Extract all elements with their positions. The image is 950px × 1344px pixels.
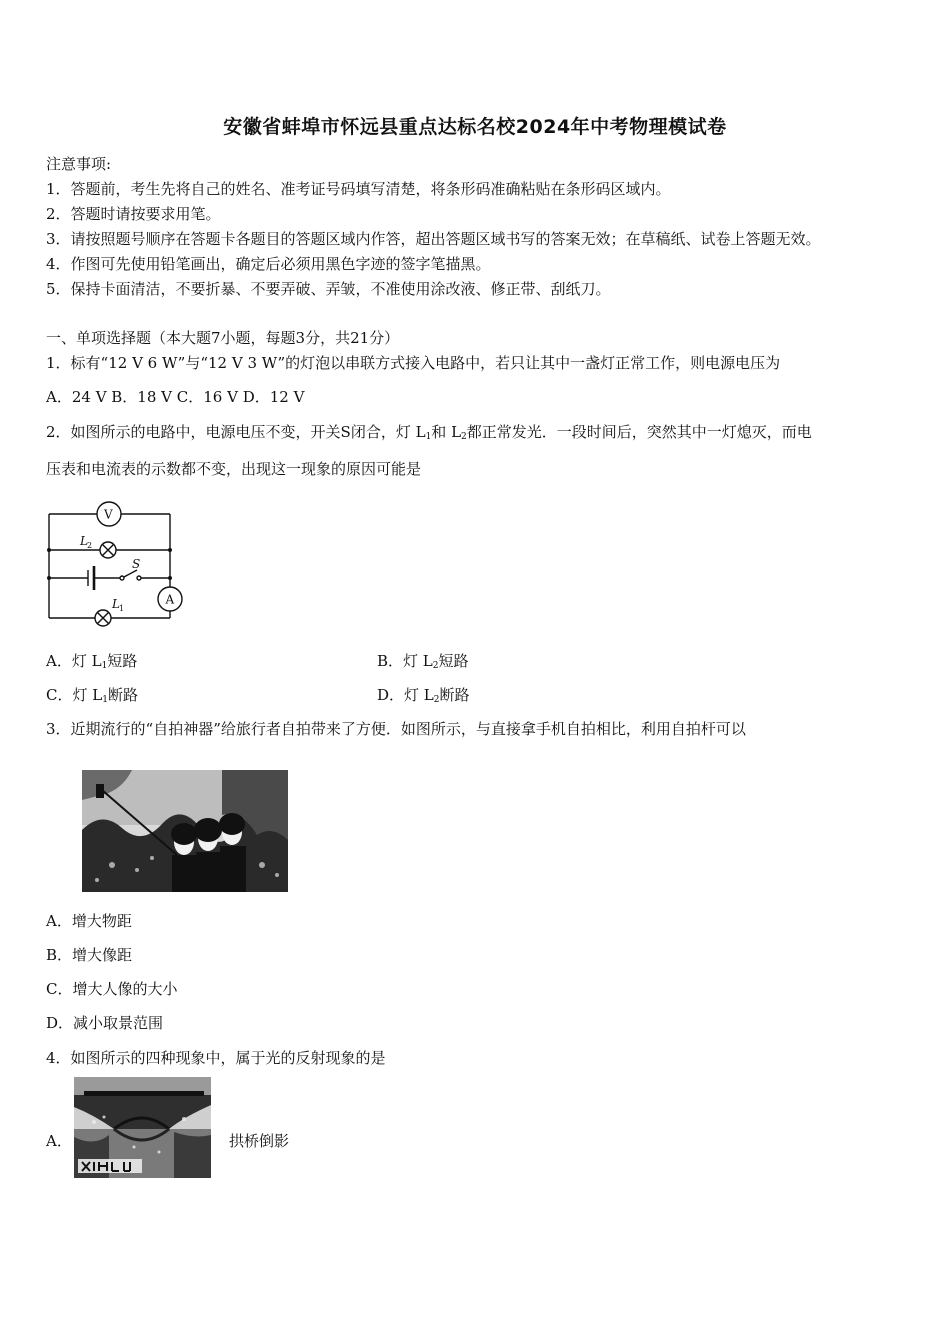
notice-item-5: 5．保持卡面清洁，不要折暴、不要弄破、弄皱，不准使用涂改液、修正带、刮纸刀。 (46, 280, 611, 298)
notice-item-3: 3．请按照题号顺序在答题卡各题目的答题区域内作答，超出答题区域书写的答案无效；在草稿纸、试卷上答题无效。 (46, 230, 821, 248)
notice-item-1: 1．答题前，考生先将自己的姓名、准考证号码填写清楚，将条形码准确粘贴在条形码区域内。 (46, 180, 671, 198)
question-2-stem-line2: 压表和电流表的示数都不变，出现这一现象的原因可能是 (46, 460, 422, 478)
question-3-option-b: B．增大像距 (46, 946, 133, 964)
question-2-option-d: D．灯 $L_2$断路 (377, 686, 470, 705)
svg-text:1: 1 (119, 604, 125, 613)
ammeter-label: A (165, 592, 175, 607)
question-4-option-a-label: A． (46, 1132, 72, 1150)
arch-bridge-reflection-photo (74, 1077, 211, 1178)
lamp-l2-label: L (80, 534, 88, 548)
question-3-option-c: C．增大人像的大小 (46, 980, 178, 998)
switch-label: S (132, 557, 141, 571)
question-2-option-c: C．灯 $L_1$断路 (46, 686, 138, 705)
question-1-stem: 1．标有“12 V 6 W”与“12 V 3 W”的灯泡以串联方式接入电路中，若只让其中一盏灯正常工作，则电源电压为 (46, 354, 781, 372)
question-4-option-a-text: 拱桥倒影 (229, 1132, 290, 1150)
question-3-option-a: A．增大物距 (46, 912, 132, 930)
lamp-l1-label: L (112, 597, 120, 611)
question-2-option-a: A．灯 $L_1$短路 (46, 652, 138, 671)
notice-heading: 注意事项: (46, 155, 112, 173)
question-1-options: A．24 V B．18 V C．16 V D．12 V (46, 388, 305, 406)
section-heading: 一、单项选择题（本大题7小题，每题3分，共21分） (46, 329, 400, 347)
question-2-option-b: B．灯 $L_2$短路 (377, 652, 469, 671)
circuit-diagram (40, 500, 190, 630)
voltmeter-label: V (104, 507, 113, 522)
notice-item-4: 4．作图可先使用铅笔画出，确定后必须用黑色字迹的签字笔描黑。 (46, 255, 491, 273)
page-title: 安徽省蚌埠市怀远县重点达标名校2024年中考物理模试卷 (223, 116, 727, 138)
question-3-option-d: D．减小取景范围 (46, 1014, 164, 1032)
question-2-stem-line1: 2．如图所示的电路中，电源电压不变，开关S闭合，灯 $L_1$和 $L_2$都正常发光．一段时间后，突然其中一灯熄灭，而电 (46, 423, 812, 442)
selfie-stick-photo (82, 770, 288, 892)
question-4-stem: 4．如图所示的四种现象中，属于光的反射现象的是 (46, 1049, 386, 1067)
svg-text:2: 2 (87, 541, 93, 550)
question-3-stem: 3．近期流行的“自拍神器”给旅行者自拍带来了方便．如图所示，与直接拿手机自拍相比，利用自拍杆可以 (46, 720, 746, 738)
notice-item-2: 2．答题时请按要求用笔。 (46, 205, 221, 223)
